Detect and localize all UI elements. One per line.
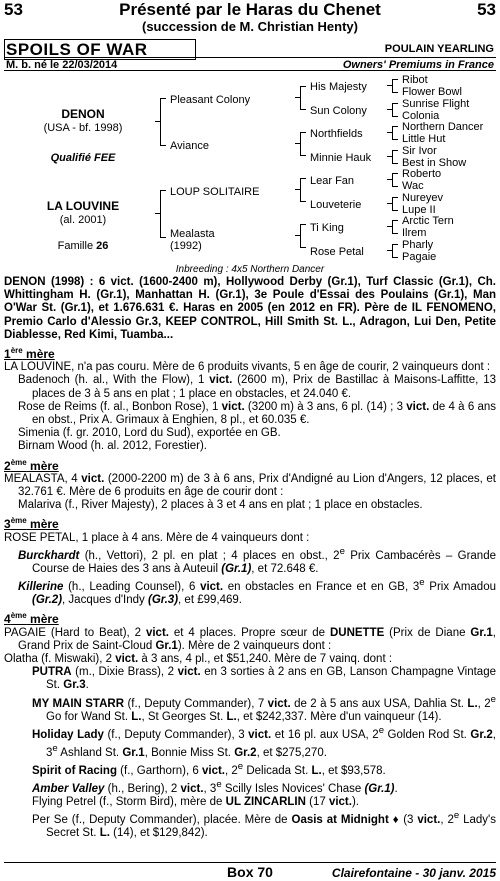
gen4-10: Wac bbox=[402, 180, 424, 192]
box-number: Box 70 bbox=[227, 864, 273, 880]
t: ème bbox=[10, 516, 27, 526]
t: (Prix de Diane bbox=[384, 626, 471, 639]
sire-info: (USA - bf. 1998) bbox=[43, 122, 123, 134]
header-rule bbox=[4, 57, 496, 58]
catalogue-text bbox=[4, 276, 496, 840]
brace-g3-1 bbox=[392, 79, 398, 93]
t: (h., Leading Counsel), 6 bbox=[63, 580, 201, 593]
brace-g2-3 bbox=[300, 178, 306, 202]
brace-dam-tick bbox=[155, 213, 160, 214]
t: mère bbox=[30, 517, 59, 532]
t: de 2 à 5 ans aux USA, Dahlia St. bbox=[290, 697, 468, 710]
t: Rose de Reims (f. al., Bonbon Rose), 1 bbox=[18, 400, 222, 413]
t: e bbox=[339, 545, 345, 557]
t: Spirit of Racing bbox=[32, 764, 117, 777]
t: . bbox=[85, 679, 89, 692]
gen2-sire-dam: Aviance bbox=[170, 140, 209, 152]
t: , 3 bbox=[46, 728, 496, 759]
brace-g2-4-tick bbox=[295, 235, 300, 236]
t: mère bbox=[30, 612, 59, 627]
t: , Jacques d'Indy bbox=[62, 594, 148, 607]
t: 3 bbox=[4, 517, 11, 532]
t: e bbox=[378, 724, 385, 736]
t: Gr.1 bbox=[122, 746, 145, 759]
catalogue-header bbox=[0, 0, 500, 38]
t: , et 72.648 €. bbox=[251, 562, 319, 575]
produce-holiday-lady bbox=[4, 724, 496, 760]
brace-sire bbox=[160, 98, 166, 146]
t: PUTRA bbox=[32, 666, 72, 679]
pedigree-top-rule bbox=[4, 70, 496, 71]
t: . bbox=[394, 782, 398, 795]
t: Gr.3 bbox=[63, 679, 86, 692]
t: , et $93,578. bbox=[321, 764, 386, 777]
brace-g3-6 bbox=[392, 197, 398, 211]
t: ème bbox=[10, 611, 27, 621]
t: e bbox=[216, 778, 222, 790]
owners-premiums-note: Owners' Premiums in France bbox=[342, 59, 494, 71]
brace-g3-8 bbox=[392, 244, 398, 258]
t: L. bbox=[467, 697, 478, 710]
dam-family-number: 26 bbox=[96, 240, 109, 252]
gen4-5: Northern Dancer bbox=[402, 121, 484, 133]
t: (f., Deputy Commander), 3 bbox=[103, 728, 249, 741]
t: L. bbox=[226, 710, 237, 723]
brace-g3-7-tick bbox=[387, 226, 392, 227]
t: ). Mère de 2 vainqueurs dont : bbox=[177, 639, 332, 652]
t: (Gr.1) bbox=[221, 562, 252, 575]
horse-sex: POULAIN YEARLING bbox=[384, 43, 494, 55]
t: Go for Wand St. bbox=[46, 710, 132, 723]
dam-name: LA LOUVINE bbox=[46, 199, 120, 213]
brace-g3-1-tick bbox=[387, 85, 392, 86]
t: (Gr.1) bbox=[364, 782, 395, 795]
t: L. bbox=[311, 764, 322, 777]
t: en 3 sorties à 2 ans en GB, Lanson Champagne Vintage St. bbox=[46, 666, 496, 692]
gen4-4: Colonia bbox=[402, 110, 440, 122]
t: à 3 ans, 4 pl., et $51,240. Mère de 7 vainq. dont : bbox=[138, 652, 393, 665]
t: 4 bbox=[4, 612, 11, 627]
gen4-14: Ilrem bbox=[402, 227, 427, 239]
produce-flying-petrel bbox=[4, 796, 496, 809]
t: vict. bbox=[200, 580, 224, 593]
t: , et £99,469. bbox=[178, 594, 242, 607]
t: Prix Cambacérès – Grande Course de Haies des 3 ans à Auteuil bbox=[32, 549, 496, 575]
produce-per-se bbox=[4, 809, 496, 840]
t: Killerine bbox=[18, 580, 64, 593]
consignor-subtitle: (succession de M. Christian Henty) bbox=[142, 19, 358, 34]
t: (h., Vettori), 2 pl. en plat ; 4 places en obst., 2 bbox=[79, 549, 340, 562]
t: ). bbox=[351, 795, 359, 808]
t: Scilly Isles Novices' Chase bbox=[221, 782, 365, 795]
gen4-1: Ribot bbox=[402, 74, 428, 86]
t: vict. bbox=[177, 666, 201, 679]
brace-g3-5-tick bbox=[387, 179, 392, 180]
t: vict. bbox=[201, 764, 225, 777]
consignor-title: Présenté par le Haras du Chenet bbox=[119, 0, 381, 19]
t: Gr.1 bbox=[470, 626, 493, 639]
t: vict. bbox=[221, 400, 245, 413]
t: vict. bbox=[81, 472, 105, 485]
t: mère bbox=[30, 458, 59, 473]
inbreeding-note: Inbreeding : 4x5 Northern Dancer bbox=[175, 264, 325, 275]
produce-olatha bbox=[4, 653, 496, 666]
horse-name: SPOILS OF WAR bbox=[6, 40, 148, 59]
sire-note: Qualifié FEE bbox=[50, 152, 116, 164]
t: vict. bbox=[209, 374, 233, 387]
t: e bbox=[490, 693, 496, 705]
t: , et $275,270. bbox=[256, 746, 327, 759]
t: e bbox=[237, 760, 244, 772]
produce-putra bbox=[4, 666, 496, 692]
fourth-dam-line bbox=[4, 627, 496, 653]
t: Gr.2 bbox=[234, 746, 257, 759]
produce-burckhardt bbox=[4, 545, 496, 576]
gen4-8: Best in Show bbox=[402, 157, 467, 169]
lot-number-left: 53 bbox=[4, 0, 23, 19]
pedigree-table bbox=[0, 72, 500, 272]
t: Holiday Lady bbox=[32, 728, 104, 741]
gen4-7: Sir Ivor bbox=[402, 145, 437, 157]
horse-birth: M. b. né le 22/03/2014 bbox=[6, 59, 118, 71]
t: ème bbox=[10, 457, 27, 467]
t: Prix Amadou bbox=[424, 580, 496, 593]
gen4-15: Pharly bbox=[402, 239, 434, 251]
produce-badenoch bbox=[4, 374, 496, 400]
brace-g3-2 bbox=[392, 103, 398, 117]
produce-my-main-starr bbox=[4, 693, 496, 724]
t: e bbox=[453, 810, 460, 822]
gen3-3: Northfields bbox=[310, 128, 363, 140]
t: vict. bbox=[328, 795, 352, 808]
gen3-6: Louveterie bbox=[310, 199, 362, 211]
lot-number-right: 53 bbox=[477, 0, 496, 19]
second-dam-heading bbox=[4, 456, 496, 473]
t: vict. bbox=[267, 697, 291, 710]
gen4-3: Sunrise Flight bbox=[402, 98, 470, 110]
t: (14), et $129,842). bbox=[109, 827, 208, 840]
produce-amber-valley bbox=[4, 778, 496, 796]
first-dam-heading bbox=[4, 344, 496, 361]
t: , 2 bbox=[440, 813, 454, 826]
brace-dam bbox=[160, 190, 166, 238]
t: Gr.1 bbox=[155, 639, 178, 652]
t: DUNETTE bbox=[329, 626, 385, 639]
t: (Gr.3) bbox=[148, 594, 179, 607]
first-dam-line: LA LOUVINE, n'a pas couru. Mère de 6 produits vivants, 5 en âge de courir, 2 vainqueurs dont : bbox=[4, 361, 491, 374]
t: , et $242,337. Mère d'un vainqueur (14). bbox=[236, 710, 442, 723]
third-dam-line: ROSE PETAL, 1 place à 4 ans. Mère de 4 vainqueurs dont : bbox=[4, 531, 310, 544]
brace-g2-1-tick bbox=[295, 97, 300, 98]
gen4-12: Lupe II bbox=[402, 204, 436, 216]
t: MEALASTA, 4 bbox=[4, 472, 82, 485]
third-dam-heading bbox=[4, 514, 496, 531]
brace-g3-8-tick bbox=[387, 250, 392, 251]
t: , Grand Prix de Saint-Cloud bbox=[18, 626, 496, 652]
t: , Bonnie Miss St. bbox=[144, 746, 235, 759]
dam-family-label: Famille bbox=[57, 240, 94, 252]
t: UL ZINCARLIN bbox=[225, 795, 306, 808]
t: vict. bbox=[406, 400, 430, 413]
gen4-9: Roberto bbox=[402, 168, 442, 180]
t: e bbox=[52, 742, 58, 754]
t: Lady's Secret St. bbox=[46, 813, 496, 840]
t: Delicada St. bbox=[243, 764, 312, 777]
t: Per Se (f., Deputy Commander), placée. Mère de bbox=[32, 813, 292, 826]
gen3-5: Lear Fan bbox=[310, 175, 355, 187]
produce-rose-de-reims bbox=[4, 401, 496, 427]
t: (f., Deputy Commander), 7 bbox=[124, 697, 268, 710]
footer bbox=[4, 864, 496, 880]
t: 2 bbox=[4, 458, 11, 473]
t: vict. bbox=[145, 626, 169, 639]
t: vict. bbox=[115, 652, 139, 665]
first-dam-word: mère bbox=[26, 347, 55, 362]
t: L. bbox=[131, 710, 142, 723]
t: Golden Rod St. bbox=[384, 728, 471, 741]
gen4-13: Arctic Tern bbox=[402, 215, 454, 227]
gen2-sire-sire: Pleasant Colony bbox=[170, 94, 251, 106]
t: , 2 bbox=[225, 764, 238, 777]
dam-info: (al. 2001) bbox=[59, 214, 107, 226]
gen2-dam-dam: Mealasta bbox=[170, 228, 215, 240]
produce-birnam-wood: Birnam Wood (h. al. 2012, Forestier). bbox=[18, 440, 207, 453]
t: vict. bbox=[180, 782, 204, 795]
gen4-11: Nureyev bbox=[402, 192, 443, 204]
brace-g3-6-tick bbox=[387, 203, 392, 204]
gen2-dam-sire: LOUP SOLITAIRE bbox=[170, 186, 260, 198]
t: , 2 bbox=[477, 697, 491, 710]
t: (3200 m) à 3 ans, 6 pl. (14) ; 3 bbox=[244, 400, 407, 413]
t: (2000-2200 m) de 3 à 6 ans, Prix d'Andigné au Lion d'Angers, 12 places, et 32.761 €. Mère de 6 produits en âge de courir dont : bbox=[18, 472, 496, 499]
t: et 16 pl. aux USA, 2 bbox=[271, 728, 379, 741]
brace-g2-1 bbox=[300, 86, 306, 110]
brace-g3-2-tick bbox=[387, 109, 392, 110]
footer-rule bbox=[4, 862, 496, 863]
brace-g3-4-tick bbox=[387, 156, 392, 157]
sire-name: DENON bbox=[61, 107, 105, 121]
t: PAGAIE (Hard to Beat), 2 bbox=[4, 626, 146, 639]
fourth-dam-heading bbox=[4, 609, 496, 626]
t: Ashland St. bbox=[57, 746, 123, 759]
gen4-2: Flower Bowl bbox=[402, 86, 462, 98]
gen4-6: Little Hut bbox=[402, 133, 446, 145]
brace-g3-4 bbox=[392, 150, 398, 164]
gen3-1: His Majesty bbox=[310, 81, 367, 93]
brace-g2-2 bbox=[300, 132, 306, 156]
first-dam-sup: ère bbox=[10, 346, 23, 356]
t: (Gr.2) bbox=[32, 594, 63, 607]
brace-g3-7 bbox=[392, 220, 398, 234]
t: (17 bbox=[305, 795, 329, 808]
gen3-4: Minnie Hauk bbox=[310, 152, 372, 164]
brace-g2-3-tick bbox=[295, 189, 300, 190]
t: vict. bbox=[248, 728, 272, 741]
t: de 4 à 6 ans en obst., Prix A. Grimaux à Enghien, 8 pl., et 60.035 €. bbox=[32, 400, 496, 427]
produce-killerine bbox=[4, 576, 496, 607]
gen3-2: Sun Colony bbox=[310, 105, 367, 117]
produce-simenia: Simenia (f. gr. 2010, Lord du Sud), exportée en GB. bbox=[18, 427, 281, 440]
t: , St Georges St. bbox=[141, 710, 227, 723]
gen2-dam-dam-year: (1992) bbox=[170, 240, 202, 252]
t: e bbox=[419, 577, 425, 589]
t: Oasis at Midnight bbox=[291, 813, 389, 826]
t: Burckhardt bbox=[18, 549, 80, 562]
brace-g2-2-tick bbox=[295, 143, 300, 144]
t: Olatha (f. Miswaki), 2 bbox=[4, 652, 116, 665]
t: Badenoch (h. al., With the Flow), 1 bbox=[18, 374, 210, 387]
sale-date: Clairefontaine - 30 janv. 2015 bbox=[331, 866, 496, 880]
produce-spirit-of-racing bbox=[4, 760, 496, 778]
t: (h., Bering), 2 bbox=[104, 782, 181, 795]
second-dam-line bbox=[4, 473, 496, 499]
brace-g3-3-tick bbox=[387, 132, 392, 133]
gen3-8: Rose Petal bbox=[310, 246, 364, 258]
t: ♦ (3 bbox=[388, 813, 418, 826]
sire-paragraph: DENON (1998) : 6 vict. (1600-2400 m), Hollywood Derby (Gr.1), Turf Classic (Gr.1), Ch. Whittingham H. (Gr.1), Manhattan H. (Gr.1), 3e Poule d'Essai des Poulains (Gr.1), Man O'War St. (Gr.1), et 1.676.631 €. Haras en 2005 (en 2012 en FR). Père de IL FENOMENO, Premio Carlo d'Alessio Gr.3, KEEP CONTROL, Hill Smith St. L., Adragon, Lui Den, Petite Diablesse, Red Kimi, Tuamba... bbox=[4, 276, 496, 341]
brace-sire-tick bbox=[155, 121, 160, 122]
t: Amber Valley bbox=[32, 782, 105, 795]
dam-family bbox=[8, 240, 158, 252]
brace-g2-4 bbox=[300, 224, 306, 248]
t: (f., Garthorn), 6 bbox=[116, 764, 202, 777]
t: (m., Dixie Brass), 2 bbox=[71, 666, 178, 679]
produce-malariva: Malariva (f., River Majesty), 2 places à 3 et 4 ans en plat ; 1 place en obstacles. bbox=[18, 499, 423, 512]
t: et 4 places. Propre sœur de bbox=[168, 626, 330, 639]
t: MY MAIN STARR bbox=[32, 697, 125, 710]
gen3-7: Ti King bbox=[310, 222, 344, 234]
brace-g3-5 bbox=[392, 173, 398, 187]
t: vict. bbox=[417, 813, 441, 826]
t: Gr.2 bbox=[470, 728, 493, 741]
t: en obstacles en France et en GB, 3 bbox=[223, 580, 420, 593]
t: (2600 m), Prix de Bastillac à Maisons-Laffitte, 13 places de 3 à 5 ans en plat ; 1 place en obstacles, et 24.040 €. bbox=[32, 374, 496, 400]
t: Flying Petrel (f., Storm Bird), mère de bbox=[32, 795, 226, 808]
brace-g3-3 bbox=[392, 126, 398, 140]
gen4-16: Pagaie bbox=[402, 251, 437, 263]
first-dam-num: 1 bbox=[4, 347, 11, 362]
t: , 3 bbox=[203, 782, 217, 795]
t: L. bbox=[99, 827, 110, 840]
